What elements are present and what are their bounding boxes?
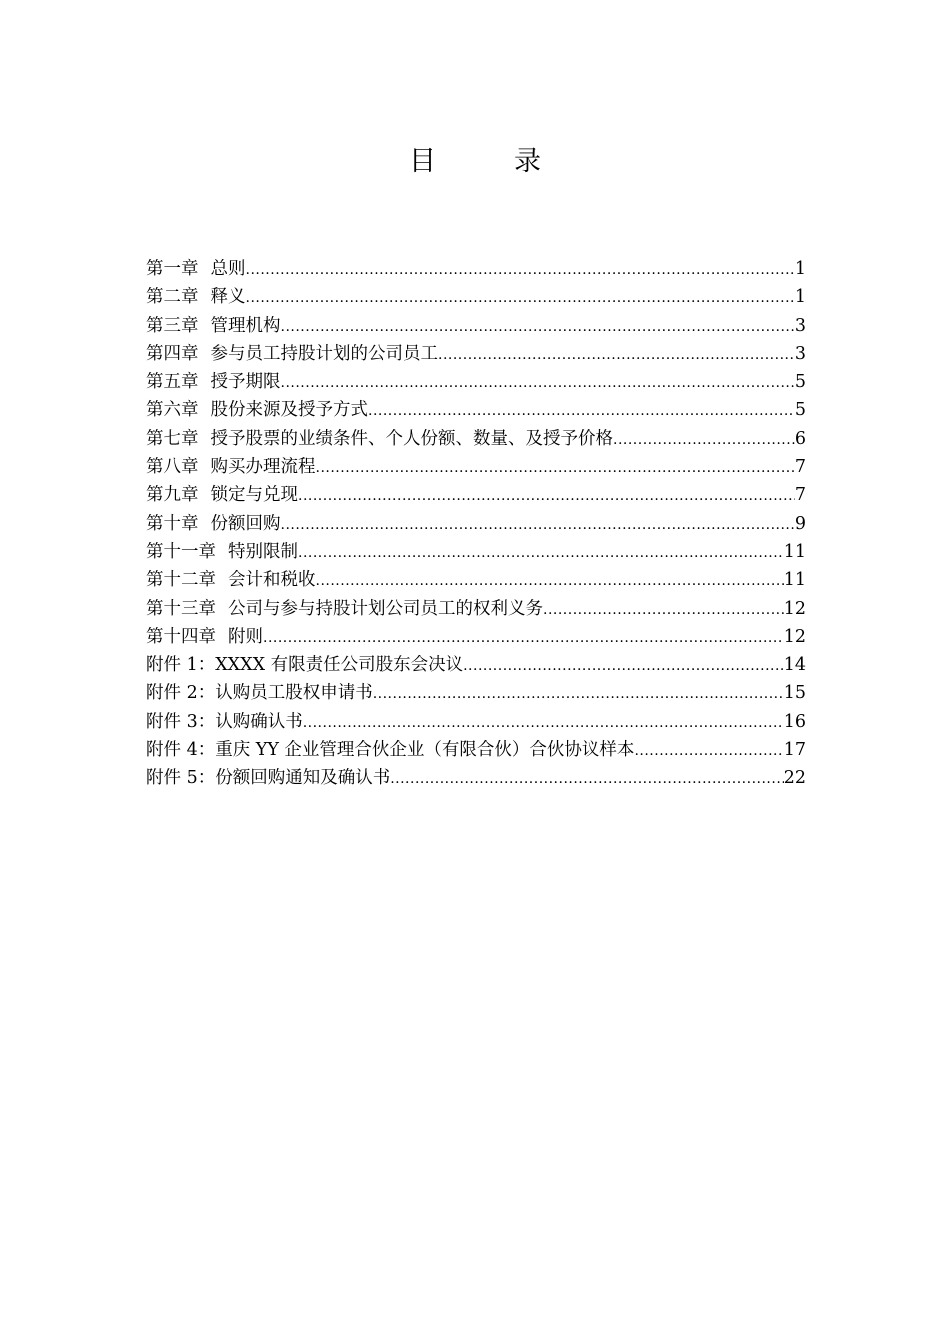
toc-entry-label — [146, 368, 281, 396]
toc-chapter: 第八章 — [146, 457, 199, 478]
toc-leader-dots — [438, 341, 795, 369]
toc-entry-label — [146, 510, 281, 538]
toc-page-number: 7 — [794, 485, 806, 506]
toc-entry[interactable] — [146, 510, 806, 538]
toc-name: 认购确认书 — [215, 711, 303, 732]
toc-entry-label — [146, 651, 463, 679]
toc-leader-dots — [613, 426, 795, 454]
toc-entry[interactable] — [146, 340, 806, 368]
toc-leader-dots — [634, 737, 783, 765]
toc-chapter: 第一章 — [146, 259, 199, 279]
toc-leader-dots — [303, 709, 784, 737]
toc-entry[interactable] — [146, 764, 806, 792]
toc-page-number: 17 — [783, 740, 806, 761]
toc-entry-label — [146, 764, 390, 792]
toc-page-number: 22 — [783, 768, 806, 789]
toc-leader-dots — [463, 652, 784, 680]
toc-entry[interactable] — [146, 679, 806, 707]
toc-entry-label — [146, 679, 373, 707]
toc-name: 购买办理流程 — [210, 457, 316, 478]
toc-entry-label — [146, 538, 298, 566]
toc-leader-dots — [368, 397, 795, 425]
toc-entry[interactable] — [146, 312, 806, 340]
toc-chapter: 附件 3： — [146, 711, 216, 732]
toc-leader-dots — [281, 313, 795, 341]
toc-chapter: 第四章 — [146, 343, 199, 364]
toc-page-number: 7 — [794, 457, 806, 478]
toc-chapter: 第五章 — [146, 372, 199, 393]
toc-entry[interactable] — [146, 566, 806, 594]
toc-page-number: 3 — [794, 343, 806, 364]
toc-name: 释义 — [210, 287, 246, 308]
toc-page-number: 1 — [794, 259, 806, 279]
toc-name: 授予期限 — [210, 372, 281, 393]
toc-leader-dots — [298, 539, 784, 567]
table-of-contents — [146, 255, 806, 793]
toc-leader-dots — [390, 765, 784, 793]
toc-name: 锁定与兑现 — [210, 485, 298, 506]
toc-name: 总则 — [210, 259, 246, 279]
toc-page-number: 15 — [783, 683, 806, 704]
toc-name: 股份来源及授予方式 — [210, 400, 368, 421]
toc-entry[interactable] — [146, 481, 806, 509]
toc-page-number: 11 — [783, 570, 806, 591]
toc-chapter: 第九章 — [146, 485, 199, 506]
toc-entry[interactable] — [146, 255, 806, 283]
toc-chapter: 第十四章 — [146, 626, 216, 647]
toc-chapter: 第十二章 — [146, 570, 216, 591]
toc-entry[interactable] — [146, 425, 806, 453]
toc-entry[interactable] — [146, 623, 806, 651]
toc-chapter: 第十一章 — [146, 541, 216, 562]
toc-chapter: 第十章 — [146, 513, 199, 534]
toc-entry-label — [146, 736, 634, 764]
toc-chapter: 附件 2： — [146, 683, 216, 704]
page-title — [0, 142, 950, 182]
toc-name: 参与员工持股计划的公司员工 — [210, 343, 438, 364]
toc-entry-label — [146, 283, 246, 311]
toc-entry[interactable] — [146, 368, 806, 396]
toc-entry-label — [146, 623, 263, 651]
toc-name: 会计和税收 — [228, 570, 316, 591]
toc-leader-dots — [281, 369, 795, 397]
toc-entry-label — [146, 255, 246, 283]
toc-name: 授予股票的业绩条件、个人份额、数量、及授予价格 — [210, 428, 613, 449]
toc-name: 份额回购通知及确认书 — [215, 768, 391, 789]
toc-name: 重庆 YY 企业管理合伙企业（有限合伙）合伙协议样本 — [215, 740, 635, 761]
toc-entry-label — [146, 595, 543, 623]
toc-leader-dots — [373, 680, 784, 708]
toc-name: 公司与参与持股计划公司员工的权利义务 — [228, 598, 543, 619]
toc-entry-label — [146, 481, 298, 509]
toc-chapter: 第七章 — [146, 428, 199, 449]
toc-leader-dots — [246, 256, 795, 284]
toc-chapter: 第十三章 — [146, 598, 216, 619]
toc-entry-label — [146, 425, 613, 453]
toc-page-number: 6 — [794, 428, 806, 449]
toc-chapter: 第三章 — [146, 315, 199, 336]
toc-page-number: 5 — [794, 400, 806, 421]
toc-page-number: 11 — [783, 541, 806, 562]
toc-entry[interactable] — [146, 595, 806, 623]
toc-leader-dots — [246, 284, 795, 312]
toc-page-number: 16 — [783, 711, 806, 732]
title-part-1: 目 — [409, 146, 436, 177]
toc-entry-label — [146, 453, 316, 481]
toc-page-number: 1 — [794, 287, 806, 308]
toc-entry[interactable] — [146, 651, 806, 679]
toc-page-number: 3 — [794, 315, 806, 336]
toc-chapter: 第六章 — [146, 400, 199, 421]
toc-name: XXXX 有限责任公司股东会决议 — [215, 655, 464, 676]
toc-entry[interactable] — [146, 283, 806, 311]
toc-leader-dots — [281, 511, 795, 539]
toc-page-number: 9 — [794, 513, 806, 534]
toc-name: 特别限制 — [228, 541, 298, 562]
toc-entry[interactable] — [146, 708, 806, 736]
toc-page-number: 12 — [783, 626, 806, 647]
toc-entry-label — [146, 566, 316, 594]
toc-page-number: 5 — [794, 372, 806, 393]
toc-entry[interactable] — [146, 736, 806, 764]
toc-leader-dots — [298, 482, 795, 510]
toc-entry-label — [146, 312, 281, 340]
toc-page-number: 12 — [783, 598, 806, 619]
toc-name: 认购员工股权申请书 — [215, 683, 373, 704]
toc-entry-label — [146, 708, 303, 736]
toc-leader-dots — [316, 567, 784, 595]
toc-leader-dots — [316, 454, 795, 482]
title-part-2: 录 — [514, 146, 541, 177]
toc-chapter: 附件 5： — [146, 768, 216, 789]
toc-entry-label — [146, 340, 438, 368]
toc-chapter: 附件 4： — [146, 740, 216, 761]
toc-leader-dots — [543, 596, 784, 624]
toc-entry[interactable] — [146, 453, 806, 481]
toc-chapter: 附件 1： — [146, 655, 216, 676]
toc-chapter: 第二章 — [146, 287, 199, 308]
toc-name: 管理机构 — [210, 315, 281, 336]
toc-name: 附则 — [228, 626, 263, 647]
toc-entry[interactable] — [146, 396, 806, 424]
toc-name: 份额回购 — [210, 513, 281, 534]
toc-entry-label — [146, 396, 368, 424]
toc-entry[interactable] — [146, 538, 806, 566]
toc-leader-dots — [263, 624, 784, 652]
toc-page-number: 14 — [783, 655, 806, 676]
